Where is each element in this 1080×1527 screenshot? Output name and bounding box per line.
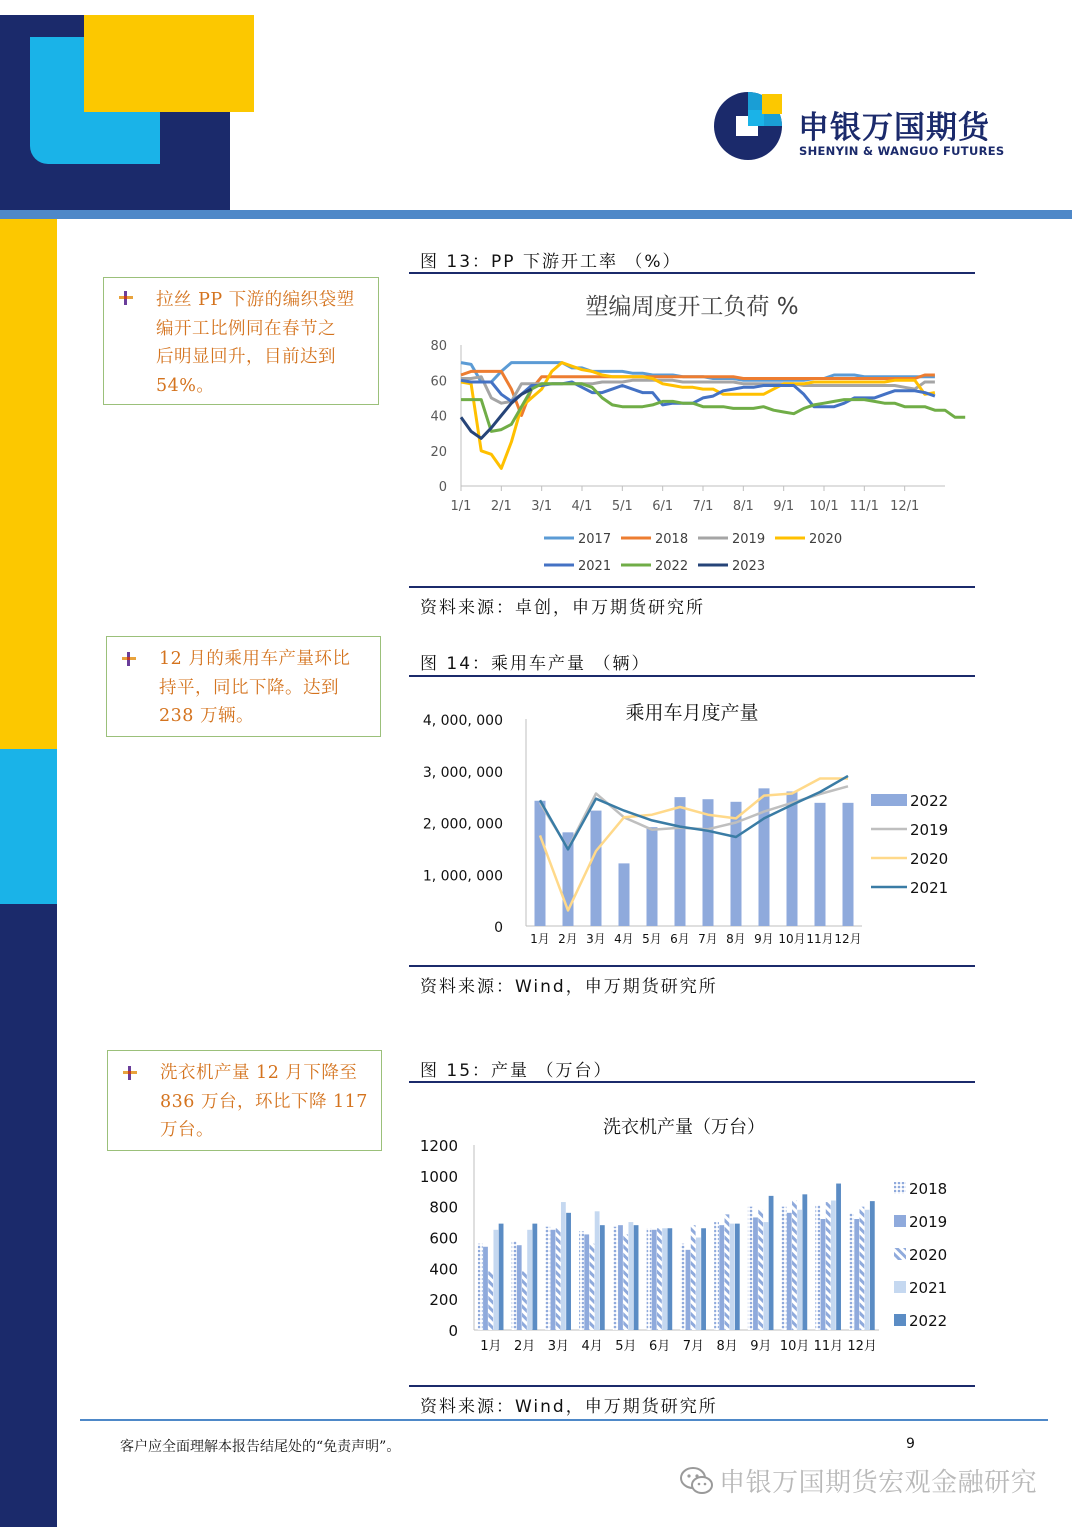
- bar-2020-10月: [792, 1201, 797, 1331]
- bar-2018-2月: [512, 1241, 517, 1330]
- y-tick-label: 3, 000, 000: [422, 764, 503, 781]
- x-tick-label: 7月: [682, 1339, 705, 1354]
- bar-2022-7月: [703, 799, 714, 926]
- bar-2022-7月: [701, 1228, 706, 1330]
- bullet-icon: [118, 290, 134, 306]
- bar-2018-8月: [714, 1222, 719, 1330]
- legend-label-2022: 2022: [910, 792, 949, 810]
- x-tick-label: 1/1: [450, 499, 472, 514]
- figure-15-bottom-rule: [409, 1385, 975, 1387]
- figure-14-title: 图 14：乘用车产量 （辆）: [420, 654, 651, 674]
- x-tick-label: 2月: [558, 932, 578, 946]
- company-logo: [712, 88, 1012, 168]
- bar-2020-11月: [826, 1202, 831, 1330]
- bar-2021-3月: [561, 1202, 566, 1330]
- figure-14-top-rule: [409, 675, 975, 677]
- bar-2021-1月: [493, 1230, 498, 1330]
- y-tick-label: 4, 000, 000: [422, 713, 503, 729]
- y-tick-label: 1200: [419, 1137, 458, 1155]
- bar-2022-11月: [836, 1184, 841, 1330]
- x-tick-label: 1月: [530, 932, 550, 946]
- bar-2019-10月: [787, 1213, 792, 1330]
- watermark-text: 申银万国期货宏观金融研究: [719, 1468, 1038, 1498]
- y-tick-label: 80: [430, 339, 447, 354]
- note-line: 12 月的乘用车产量环比: [159, 649, 351, 669]
- bar-2019-6月: [652, 1230, 657, 1330]
- note-line: 54%。: [156, 375, 215, 396]
- bar-2022-5月: [634, 1225, 639, 1330]
- figure-14-bottom-rule: [409, 965, 975, 967]
- side-bar: [0, 219, 57, 1527]
- bar-2022-3月: [591, 811, 602, 926]
- x-tick-label: 8/1: [732, 499, 754, 514]
- y-tick-label: 1, 000, 000: [422, 868, 503, 885]
- y-tick-label: 0: [438, 480, 447, 495]
- x-tick-label: 4/1: [571, 499, 593, 514]
- bar-2020-4月: [590, 1244, 595, 1330]
- bar-2019-9月: [753, 1217, 758, 1330]
- x-tick-label: 8月: [726, 932, 746, 946]
- x-tick-label: 6月: [670, 932, 690, 946]
- brand-cn: 申银万国期货: [798, 110, 990, 146]
- y-tick-label: 0: [448, 1322, 458, 1340]
- legend-label-2021: 2021: [578, 559, 612, 574]
- legend-label-2019: 2019: [909, 1213, 948, 1231]
- bar-2021-5月: [628, 1222, 633, 1330]
- note-box-3: [107, 1050, 382, 1151]
- bar-2020-12月: [860, 1207, 865, 1330]
- y-tick-label: 60: [430, 374, 447, 390]
- legend-label-2021: 2021: [909, 1279, 948, 1297]
- bar-2018-12月: [849, 1213, 854, 1330]
- bar-2020-6月: [657, 1228, 662, 1330]
- bar-2021-2月: [527, 1230, 532, 1330]
- x-tick-label: 3月: [586, 932, 606, 946]
- bar-2019-2月: [517, 1245, 522, 1330]
- x-tick-label: 3月: [547, 1339, 570, 1354]
- x-tick-label: 9月: [750, 1339, 772, 1354]
- figure-15-top-rule: [409, 1081, 975, 1083]
- figure-13-top-rule: [409, 272, 975, 274]
- bar-2022-8月: [735, 1224, 740, 1330]
- legend-swatch-2021: [894, 1281, 906, 1293]
- bar-2022-1月: [499, 1224, 504, 1330]
- footer-rule: [80, 1419, 1048, 1421]
- x-tick-label: 3/1: [531, 499, 553, 514]
- legend-label-2019: 2019: [910, 821, 949, 839]
- series-line-2018: [461, 371, 935, 415]
- chart-13: [409, 276, 975, 584]
- x-tick-label: 12月: [834, 932, 862, 946]
- y-tick-label: 800: [429, 1198, 458, 1217]
- y-tick-label: 200: [429, 1291, 458, 1310]
- note-line: 拉丝 PP 下游的编织袋塑: [156, 290, 355, 310]
- bar-2022-4月: [600, 1225, 605, 1330]
- bar-2021-11月: [831, 1201, 836, 1331]
- chart-title: 洗衣机产量（万台）: [603, 1117, 765, 1138]
- chart-title: 乘用车月度产量: [625, 702, 759, 724]
- x-tick-label: 5/1: [611, 499, 633, 514]
- bar-2018-11月: [815, 1205, 820, 1330]
- note-line: 后明显回升，目前达到: [156, 347, 336, 367]
- legend-label-2020: 2020: [910, 850, 949, 868]
- x-tick-label: 9/1: [773, 499, 795, 514]
- x-tick-label: 1月: [480, 1339, 502, 1354]
- chart-title: 塑编周度开工负荷 %: [585, 294, 799, 320]
- x-tick-label: 10月: [778, 932, 806, 946]
- legend-label-2019: 2019: [732, 532, 766, 547]
- bar-2018-10月: [782, 1207, 787, 1330]
- bar-2020-9月: [758, 1210, 763, 1330]
- y-tick-label: 40: [430, 409, 447, 425]
- x-tick-label: 11月: [813, 1339, 844, 1354]
- bar-2019-4月: [584, 1234, 589, 1330]
- bar-2020-7月: [691, 1225, 696, 1330]
- bar-2020-5月: [623, 1234, 628, 1330]
- note-box-1: [103, 277, 379, 405]
- bar-2022-1月: [535, 801, 546, 926]
- figure-13-bottom-rule: [409, 586, 975, 588]
- bar-2019-8月: [719, 1225, 724, 1330]
- bar-2022-2月: [532, 1224, 537, 1330]
- bar-2021-9月: [763, 1222, 768, 1330]
- bar-2018-1月: [478, 1244, 483, 1330]
- legend-label-2020: 2020: [909, 1246, 948, 1264]
- x-tick-label: 4月: [581, 1339, 603, 1354]
- bar-2022-10月: [787, 791, 798, 926]
- legend-label-2022: 2022: [909, 1312, 948, 1330]
- figure-14-source: 资料来源：Wind，申万期货研究所: [420, 977, 718, 997]
- legend-swatch-2020: [894, 1248, 906, 1260]
- x-tick-label: 11月: [806, 932, 834, 946]
- x-tick-label: 10月: [779, 1339, 810, 1354]
- note-line: 洗衣机产量 12 月下降至: [160, 1063, 358, 1083]
- figure-13-source: 资料来源：卓创，申万期货研究所: [420, 598, 705, 618]
- header-decoration: [0, 0, 260, 212]
- bar-2018-9月: [748, 1207, 753, 1330]
- bar-2020-2月: [522, 1271, 527, 1330]
- figure-15-title: 图 15：产量 （万台）: [420, 1061, 613, 1081]
- legend-swatch-2019: [894, 1215, 906, 1227]
- bar-2021-7月: [696, 1238, 701, 1331]
- note-line: 持平，同比下降。达到: [159, 677, 339, 698]
- x-tick-label: 5月: [642, 932, 662, 946]
- bar-2022-12月: [843, 803, 854, 926]
- bar-2022-11月: [815, 803, 826, 926]
- legend-label-2018: 2018: [655, 532, 689, 547]
- chart-15: [409, 1085, 975, 1383]
- brand-en: SHENYIN & WANGUO FUTURES: [799, 144, 1005, 158]
- x-tick-label: 9月: [754, 932, 774, 946]
- x-tick-label: 2/1: [490, 499, 512, 514]
- series-line-2022: [461, 384, 965, 432]
- watermark: [680, 1462, 1037, 1498]
- page-number: 9: [906, 1436, 915, 1452]
- legend-label-2022: 2022: [655, 559, 689, 574]
- bar-2018-7月: [680, 1244, 685, 1330]
- y-tick-label: 600: [429, 1229, 458, 1248]
- note-line: 836 万台，环比下降 117: [160, 1091, 368, 1112]
- y-tick-label: 20: [430, 444, 447, 460]
- bar-2022-6月: [675, 797, 686, 926]
- x-tick-label: 10/1: [809, 499, 839, 514]
- bar-2022-12月: [870, 1201, 875, 1330]
- bar-2021-12月: [865, 1210, 870, 1330]
- wechat-icon: [680, 1466, 714, 1496]
- bar-2020-1月: [488, 1271, 493, 1330]
- x-tick-label: 12/1: [890, 499, 920, 514]
- bar-2018-6月: [647, 1228, 652, 1330]
- bar-2019-5月: [618, 1225, 623, 1330]
- bar-2021-10月: [797, 1210, 802, 1330]
- bullet-icon: [121, 651, 137, 667]
- series-line-2020: [540, 779, 848, 911]
- bar-2019-12月: [854, 1219, 859, 1330]
- note-line: 编开工比例同在春节之: [156, 318, 336, 339]
- figure-15-source: 资料来源：Wind，申万期货研究所: [420, 1397, 718, 1417]
- x-tick-label: 8月: [716, 1339, 738, 1354]
- x-tick-label: 12月: [847, 1339, 877, 1354]
- figure-13-title: 图 13：PP 下游开工率 （%）: [420, 252, 682, 272]
- legend-label-2023: 2023: [732, 559, 766, 574]
- bullet-icon: [122, 1065, 138, 1081]
- note-line: 238 万辆。: [159, 706, 254, 726]
- bar-2022-10月: [802, 1194, 807, 1330]
- bar-2021-6月: [662, 1228, 667, 1330]
- y-tick-label: 400: [429, 1260, 458, 1279]
- x-tick-label: 2月: [513, 1339, 536, 1354]
- header-band: [0, 210, 1072, 219]
- logo-mark-icon: [712, 88, 790, 166]
- bar-2018-5月: [613, 1227, 618, 1330]
- legend-label-2021: 2021: [910, 879, 949, 897]
- bar-2018-3月: [545, 1227, 550, 1330]
- x-tick-label: 11/1: [849, 499, 879, 514]
- bar-2022-5月: [647, 827, 658, 926]
- note-box-2: [106, 636, 381, 737]
- x-tick-label: 6月: [648, 1339, 671, 1354]
- bar-2019-1月: [483, 1247, 488, 1330]
- chart-14: [409, 679, 975, 963]
- bar-2021-8月: [730, 1224, 735, 1330]
- legend-label-2020: 2020: [809, 532, 843, 547]
- bar-2020-8月: [725, 1214, 730, 1330]
- x-tick-label: 6/1: [652, 499, 674, 514]
- bar-2020-3月: [556, 1228, 561, 1330]
- legend-label-2018: 2018: [909, 1180, 948, 1198]
- y-tick-label: 2, 000, 000: [422, 816, 503, 833]
- bar-2022-3月: [566, 1213, 571, 1330]
- bar-2022-9月: [769, 1196, 774, 1330]
- bar-2019-7月: [686, 1250, 691, 1330]
- note-line: 万台。: [160, 1120, 214, 1140]
- x-tick-label: 4月: [614, 932, 634, 946]
- x-tick-label: 5月: [615, 1339, 637, 1354]
- legend-label-2017: 2017: [578, 532, 612, 547]
- legend-swatch-2018: [894, 1182, 906, 1194]
- x-tick-label: 7/1: [692, 499, 714, 514]
- y-tick-label: 0: [494, 920, 503, 936]
- bar-2019-3月: [551, 1230, 556, 1330]
- bar-2019-11月: [821, 1219, 826, 1330]
- y-tick-label: 1000: [419, 1167, 458, 1186]
- bar-2022-6月: [667, 1228, 672, 1330]
- bar-2021-4月: [595, 1211, 600, 1330]
- bar-2022-4月: [619, 863, 630, 926]
- legend-swatch-2022: [871, 794, 907, 806]
- bar-2022-9月: [759, 788, 770, 926]
- bar-2018-4月: [579, 1231, 584, 1330]
- footer-disclaimer: 客户应全面理解本报告结尾处的“免责声明”。: [120, 1439, 401, 1455]
- legend-swatch-2022: [894, 1314, 906, 1326]
- x-tick-label: 7月: [698, 932, 718, 946]
